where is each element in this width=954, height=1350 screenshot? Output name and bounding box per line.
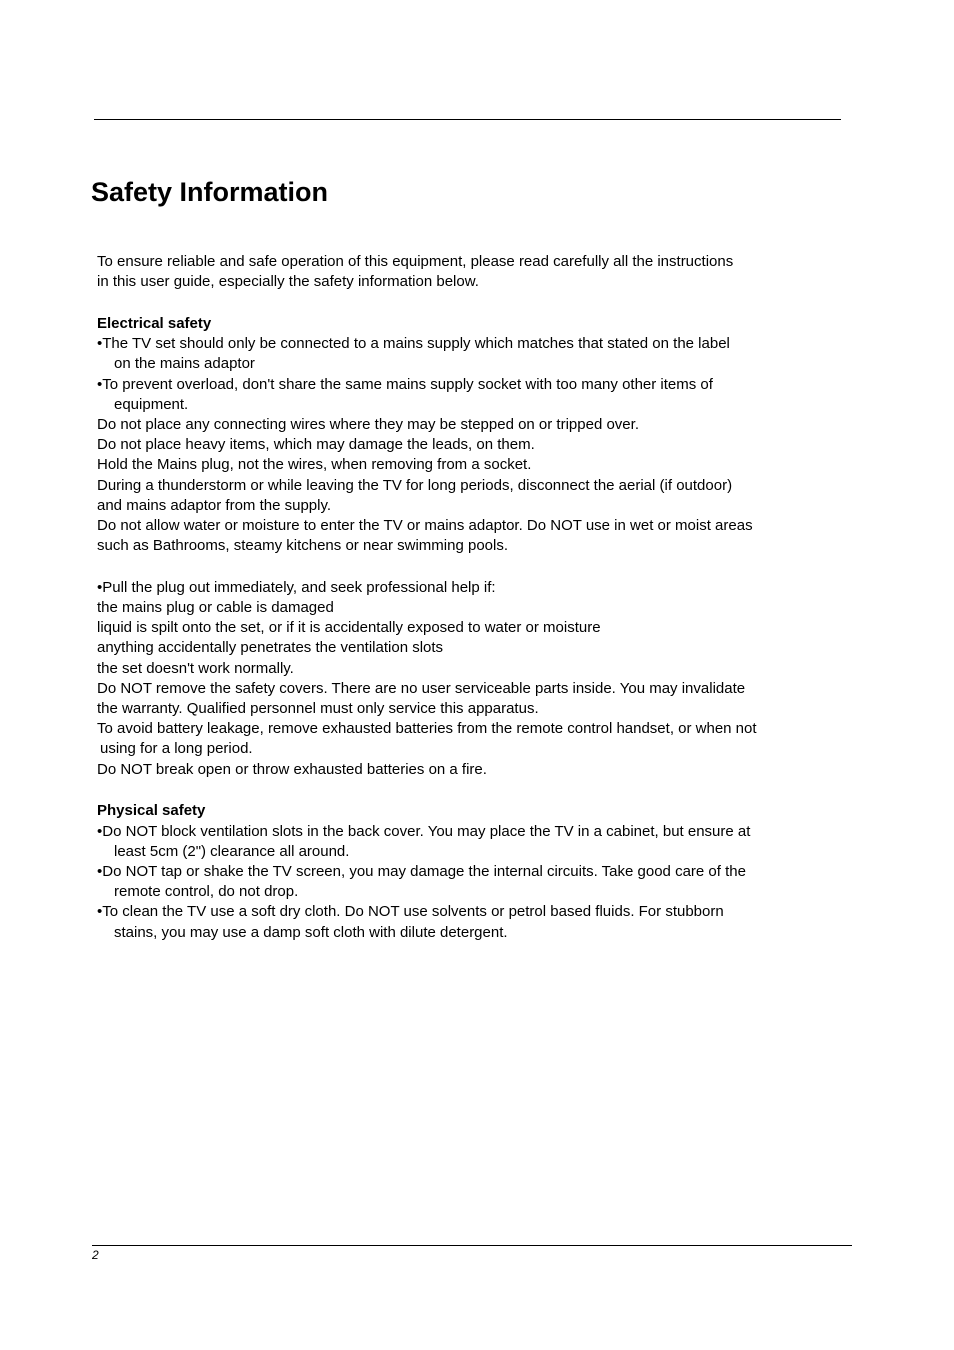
bullet-glyph: •: [97, 375, 103, 393]
body-line: anything accidentally penetrates the ventilation slots: [97, 639, 444, 657]
bullet-text: To prevent overload, don't share the same mains supply socket with too many other items of: [102, 375, 713, 393]
body-line: Do NOT break open or throw exhausted batteries on a fire.: [97, 760, 487, 778]
section-gap: [97, 780, 837, 802]
section-gap: [97, 556, 837, 578]
bullet-item: [97, 902, 837, 922]
bullet-item: [97, 862, 837, 882]
bullet-item: [97, 375, 837, 395]
body-line: using for a long period.: [100, 740, 253, 758]
body-line: Do not place any connecting wires where they may be stepped on or tripped over.: [97, 415, 639, 433]
body-line: the warranty. Qualified personnel must only service this apparatus.: [97, 700, 539, 718]
page-number: 2: [92, 1248, 99, 1262]
bullet-text: Do NOT tap or shake the TV screen, you may damage the internal circuits. Take good care of the: [102, 862, 746, 880]
bullet-text: To clean the TV use a soft dry cloth. Do NOT use solvents or petrol based fluids. For stubborn: [102, 903, 724, 921]
bullet-item: [97, 578, 837, 598]
body-line: the set doesn't work normally.: [97, 659, 294, 677]
electrical-safety-heading: Electrical safety: [97, 314, 212, 332]
section-gap: [97, 292, 837, 314]
bullet-glyph: •: [97, 335, 103, 353]
body-line: Do not allow water or moisture to enter the TV or mains adaptor. Do NOT use in wet or moist areas: [97, 516, 753, 534]
body-line: During a thunderstorm or while leaving the TV for long periods, disconnect the aerial (if outdoor): [97, 476, 733, 494]
bullet-glyph: •: [97, 862, 103, 880]
body-line: such as Bathrooms, steamy kitchens or near swimming pools.: [97, 537, 508, 555]
body-line: Hold the Mains plug, not the wires, when removing from a socket.: [97, 456, 532, 474]
footer-rule: [92, 1245, 852, 1246]
document-body: [97, 252, 837, 943]
bullet-text: The TV set should only be connected to a mains supply which matches that stated on the label: [102, 335, 730, 353]
header-rule: [94, 119, 841, 120]
bullet-glyph: •: [97, 822, 103, 840]
body-line: liquid is spilt onto the set, or if it is accidentally exposed to water or moisture: [97, 619, 601, 637]
page-title: Safety Information: [91, 177, 329, 207]
bullet-item: [97, 334, 837, 354]
bullet-continuation: stains, you may use a damp soft cloth with dilute detergent.: [114, 923, 508, 941]
bullet-glyph: •: [97, 903, 103, 921]
bullet-text: Pull the plug out immediately, and seek professional help if:: [102, 578, 496, 596]
bullet-continuation: remote control, do not drop.: [114, 883, 299, 901]
bullet-glyph: •: [97, 578, 103, 596]
body-line: Do not place heavy items, which may damage the leads, on them.: [97, 436, 535, 454]
intro-line: To ensure reliable and safe operation of this equipment, please read carefully all the instructions: [97, 253, 734, 270]
bullet-continuation: least 5cm (2") clearance all around.: [114, 842, 350, 860]
bullet-item: [97, 822, 837, 842]
body-line: To avoid battery leakage, remove exhausted batteries from the remote control handset, or when not: [97, 720, 757, 738]
body-line: Do NOT remove the safety covers. There are no user serviceable parts inside. You may invalidate: [97, 679, 746, 697]
body-line: the mains plug or cable is damaged: [97, 599, 334, 617]
body-line: and mains adaptor from the supply.: [97, 496, 332, 514]
physical-safety-heading: Physical safety: [97, 802, 206, 820]
bullet-continuation: on the mains adaptor: [114, 355, 255, 373]
intro-line: in this user guide, especially the safety information below.: [97, 273, 479, 291]
bullet-text: Do NOT block ventilation slots in the back cover. You may place the TV in a cabinet, but ensure at: [102, 822, 751, 840]
bullet-continuation: equipment.: [114, 395, 189, 413]
